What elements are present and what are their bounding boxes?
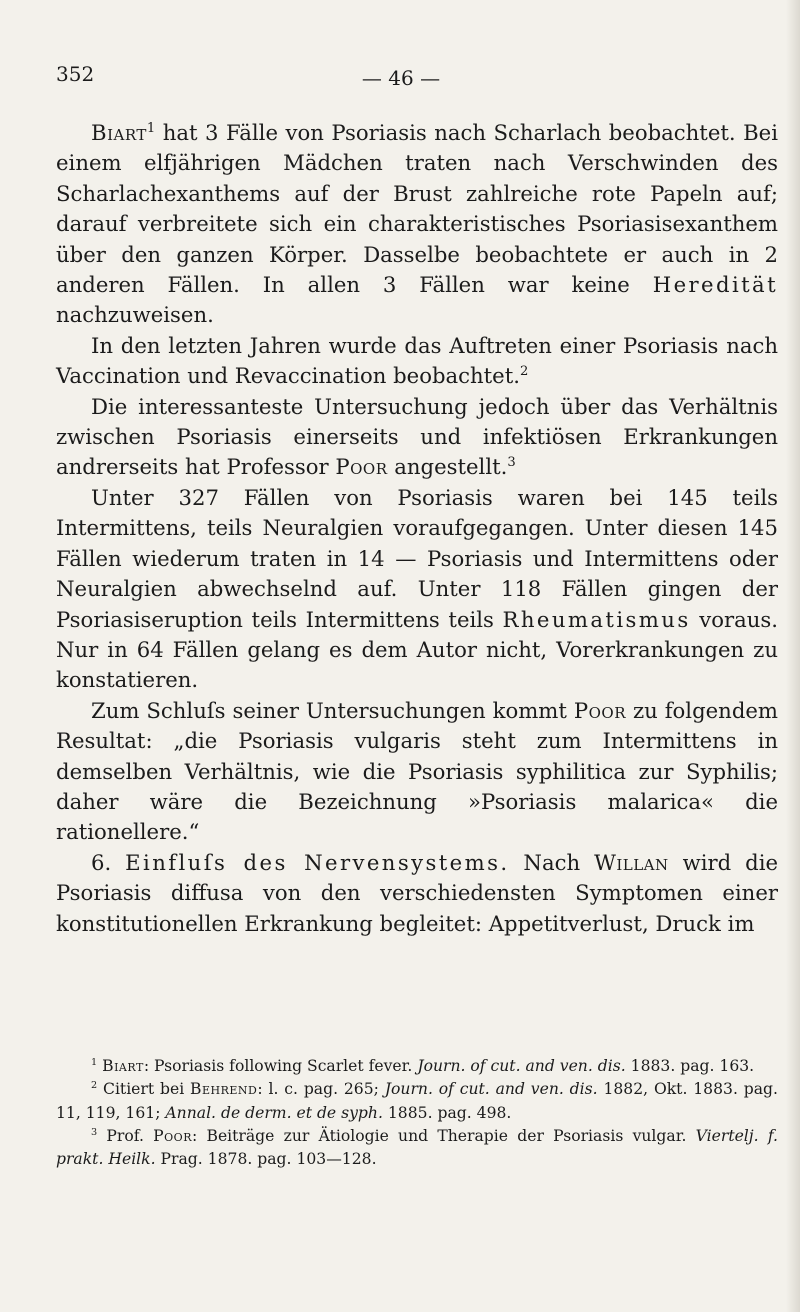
footnote-number: 2 [91, 1080, 98, 1092]
journal-title: Viertelj. f. prakt. Heilk. [56, 1126, 779, 1169]
footnotes [56, 1055, 778, 1171]
author-name: Biart [91, 120, 147, 145]
footnote-1: $^1$ Biart: Psoriasis following Scarlet fever. Journ. of cut. and ven. dis. 1883. pag. 163. [91, 1056, 755, 1075]
section-heading: Einfluſs des Nervensystems. [125, 849, 510, 875]
footnote-2: $^2$ Citiert bei Behrend: l. c. pag. 265; Journ. of cut. and ven. dis. 1882, Okt. 1883. pag. 11, 119, 161; Annal. de derm. et de syph. 1885. pag. 498. [56, 1080, 778, 1122]
page-edge-shadow [786, 0, 800, 1312]
paragraph-vaccination: In den letzten Jahren wurde das Auftreten einer Psoriasis nach Vaccination und Revaccination beobachtet.$^2$ [56, 332, 778, 389]
paragraph-nervous-system: 6. Einfluſs des Nervensystems. Nach Willan wird die Psoriasis diffusa von den verschiedensten Symptomen einer konstitutionellen Erkrankung begleitet: Appetitverlust, Druck im [56, 849, 779, 936]
emphasis-text: Heredität [652, 272, 778, 298]
author-name: Poor [335, 454, 388, 480]
paragraph-biart: Biart$^1$ hat 3 Fälle von Psoriasis nach Scharlach beobachtet. Bei einem elfjährigen Mädchen traten nach Verschwinden des Scharlachexanthems auf der Brust zahlreiche rote Papeln auf; darauf verbreitete sich ein charakteristisches Psoriasisexanthem über den ganzen Körper. Dasselbe beobachtete er auch in 2 anderen Fällen. In allen 3 Fällen war keine Heredität nachzuweisen. [56, 120, 778, 328]
journal-title: Journ. of cut. and ven. dis. [417, 1057, 626, 1075]
page-header [56, 62, 746, 92]
author-name: Behrend [190, 1080, 258, 1099]
paragraph-conclusion: Zum Schluſs seiner Untersuchungen kommt Poor zu folgendem Resultat: „die Psoriasis vulgaris steht zum Intermittens in demselben Verhältnis, wie die Psoriasis syphilitica zur Syphilis; daher wäre die Bezeichnung »Psoriasis malarica« die rationellere.“ [56, 697, 779, 845]
journal-title: Journ. of cut. and ven. dis. [384, 1080, 598, 1099]
body-text [56, 118, 778, 939]
paragraph-poor-study: Die interessanteste Untersuchung jedoch über das Verhältnis zwischen Psoriasis einerseits und infektiösen Erkrankungen andrerseits hat Professor Poor angestellt.$^3$ [56, 393, 778, 480]
footnote-number: 1 [91, 1056, 98, 1068]
footnote-3: $^3$ Prof. Poor: Beiträge zur Ätiologie und Therapie der Psoriasis vulgar. Viertelj. f. prakt. Heilk. Prag. 1878. pag. 103—128. [56, 1126, 779, 1169]
author-name: Willan [594, 849, 669, 875]
author-name: Poor [153, 1126, 192, 1145]
footnote-ref: 1 [146, 120, 156, 136]
footnote-ref: 2 [519, 364, 529, 380]
page-number: 352 [56, 62, 95, 86]
emphasis-text: Rheumatismus [502, 606, 691, 632]
footnote-number: 3 [91, 1126, 98, 1138]
footnote-ref: 3 [507, 455, 516, 471]
paragraph-statistics: Unter 327 Fällen von Psoriasis waren bei 145 teils Intermittens, teils Neuralgien voraufgegangen. Unter diesen 145 Fällen wiederum traten in 14 — Psoriasis und Intermittens oder Neuralgien abwechselnd auf. Unter 118 Fällen gingen der Psoriasiseruption teils Intermittens teils Rheumatismus voraus. Nur in 64 Fällen gelang es dem Autor nicht, Vorerkrankungen zu konstatieren. [56, 484, 778, 693]
journal-title: Annal. de derm. et de syph. [165, 1103, 383, 1122]
author-name: Poor [573, 697, 627, 723]
author-name: Biart [102, 1057, 144, 1075]
running-head: — 46 — [361, 66, 441, 90]
